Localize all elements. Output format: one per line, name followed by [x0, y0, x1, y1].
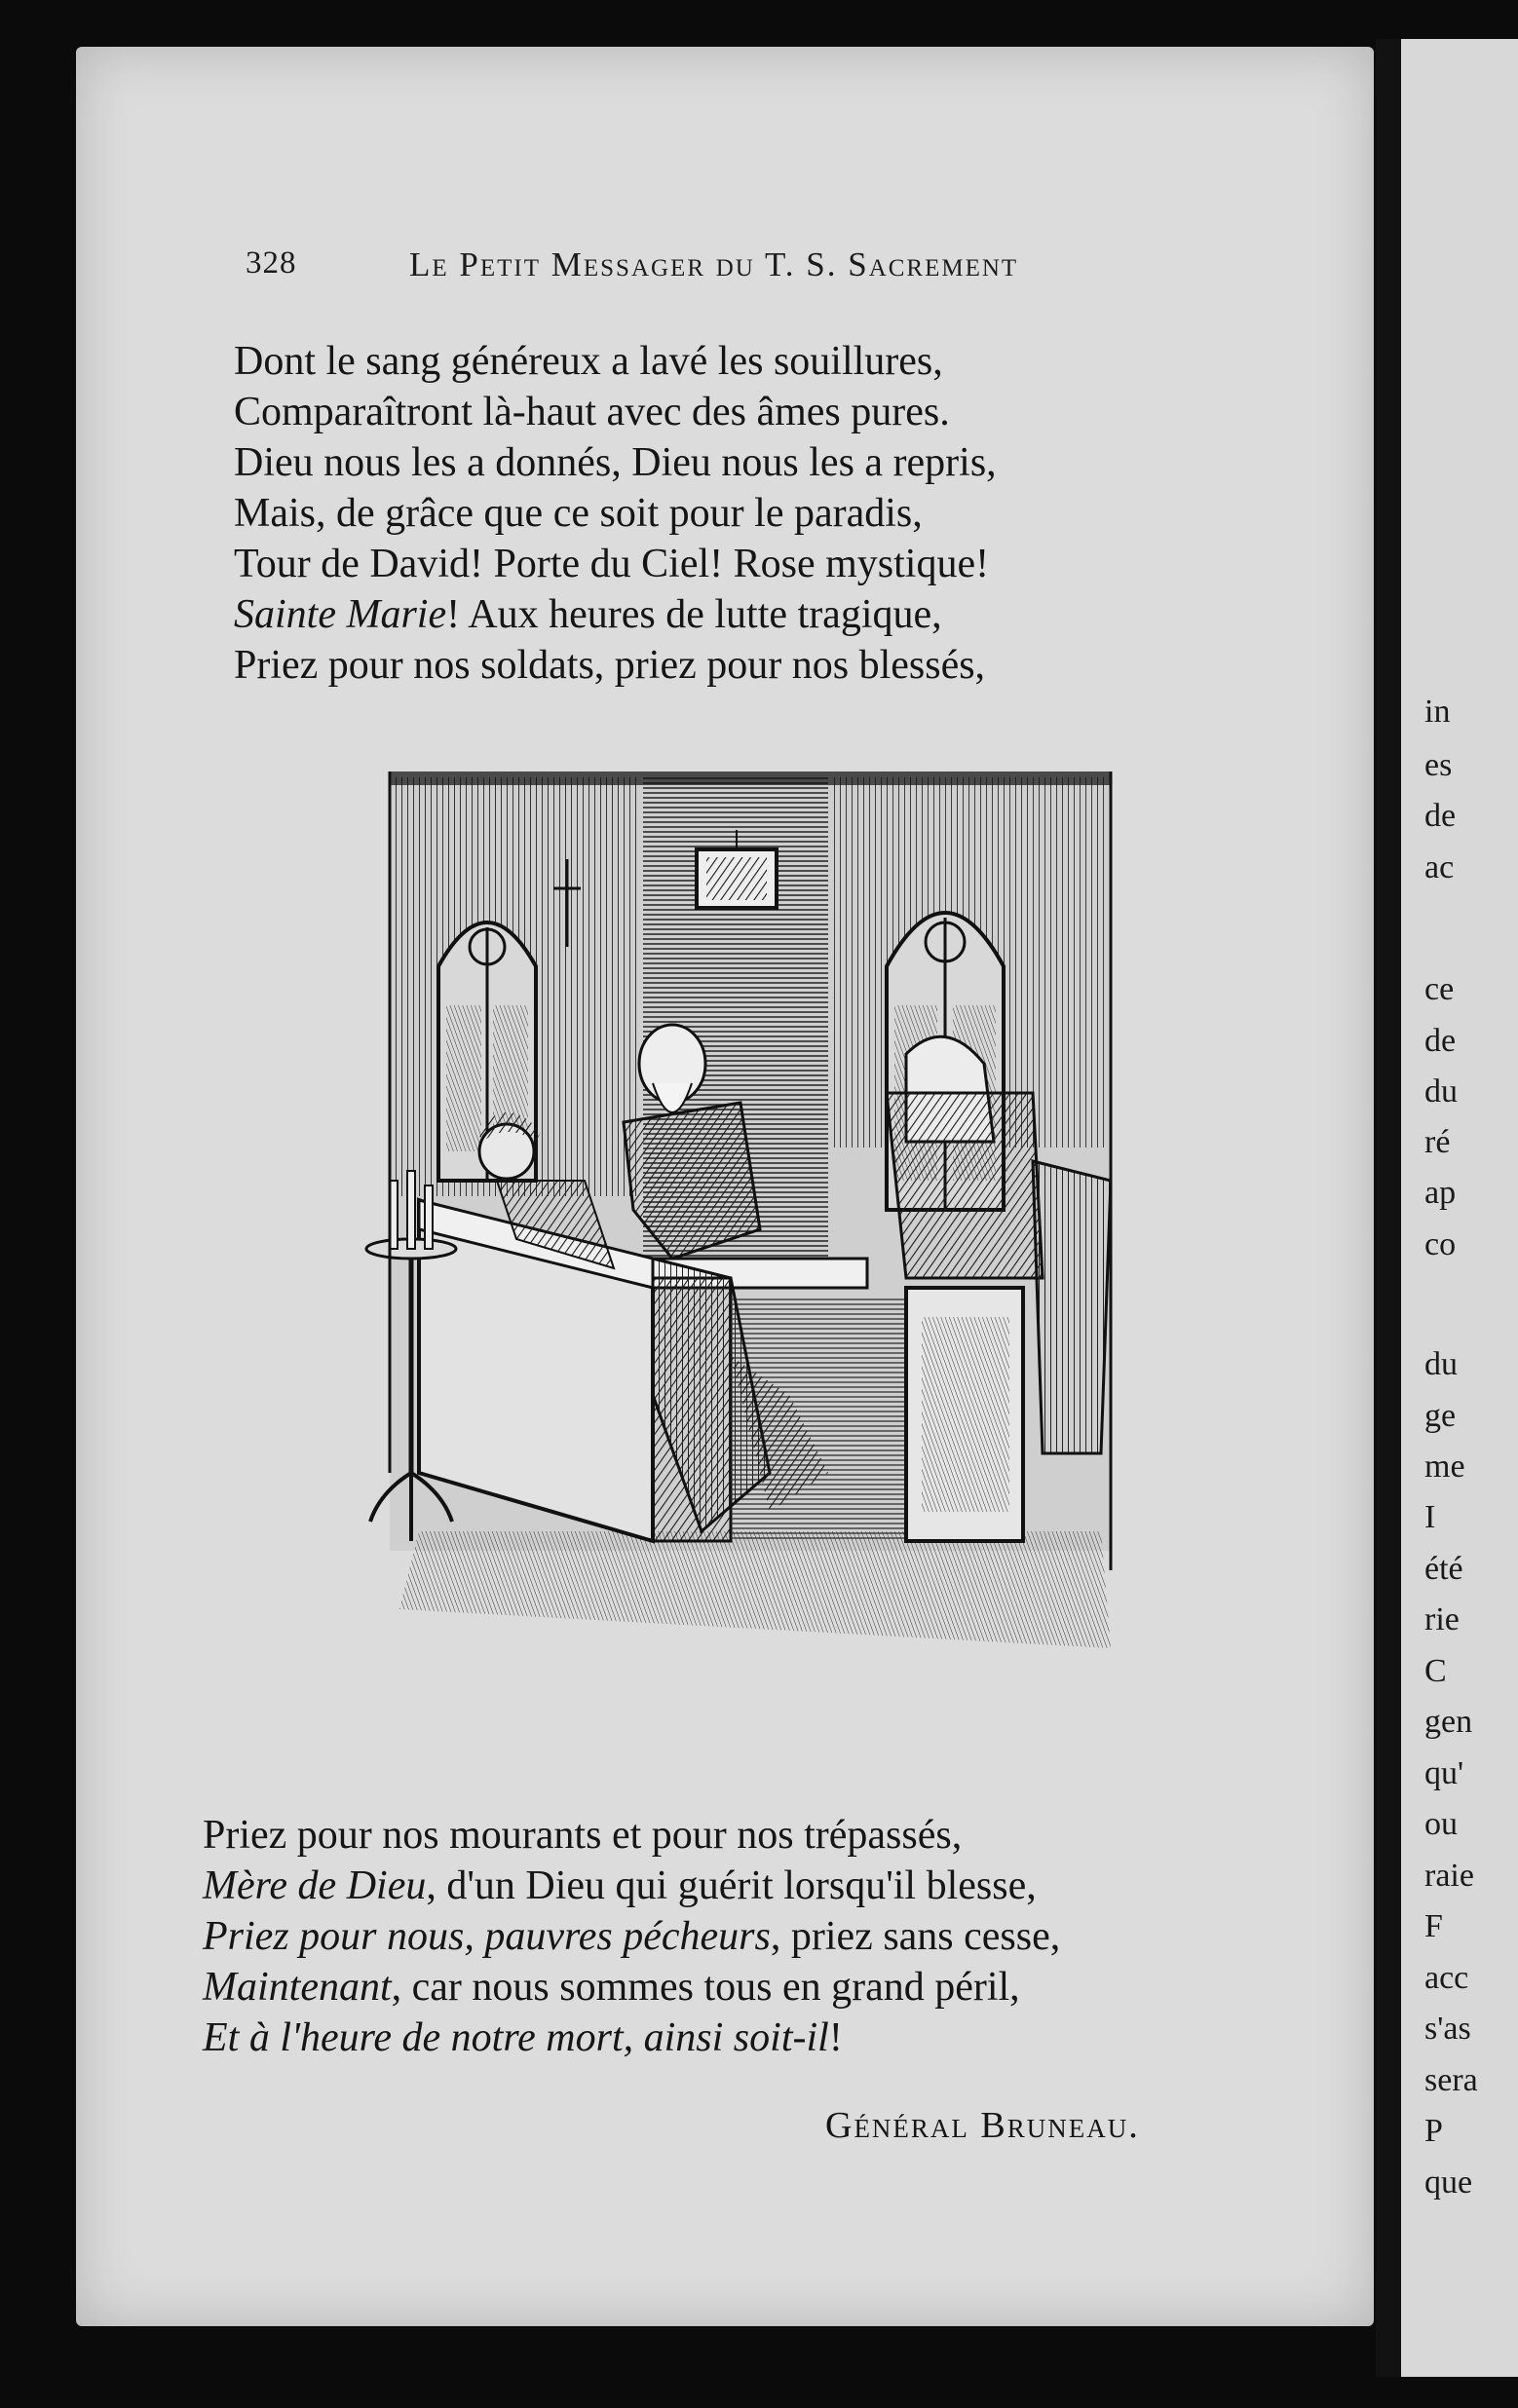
facing-page-fragment: I	[1424, 1499, 1436, 1535]
facing-page-fragment: acc	[1424, 1960, 1469, 1996]
facing-page-fragment: P	[1424, 2113, 1443, 2149]
verse-line	[234, 336, 997, 387]
facing-page-fragment: ac	[1424, 849, 1455, 885]
facing-page-fragment: ge	[1424, 1398, 1457, 1434]
verse-line	[234, 539, 997, 589]
verse-line	[203, 1962, 1060, 2013]
verse-italic-text: Mère de Dieu	[203, 1863, 427, 1908]
verse-text: , car nous sommes tous en grand péril,	[391, 1965, 1020, 2010]
facing-page-fragment: ré	[1424, 1124, 1451, 1160]
facing-page-fragment: ap	[1424, 1175, 1457, 1211]
verse-line	[234, 589, 997, 640]
verse-line	[203, 1911, 1060, 1962]
facing-page-fragment: ou	[1424, 1806, 1458, 1842]
verse-text: !	[828, 2015, 843, 2060]
facing-page-fragment: raie	[1424, 1858, 1474, 1894]
running-header	[244, 245, 1179, 294]
facing-page-fragment: de	[1424, 1023, 1457, 1059]
verse-text: Mais, de grâce que ce soit pour le paradis,	[234, 491, 923, 536]
verse-text: Priez pour nos soldats, priez pour nos blessés,	[234, 643, 986, 688]
verse-top	[234, 336, 997, 691]
facing-page-fragment: rie	[1424, 1601, 1460, 1637]
verse-line	[203, 1810, 1060, 1861]
facing-page-fragment: ce	[1424, 971, 1455, 1007]
facing-page-fragment: qu'	[1424, 1755, 1464, 1791]
verse-italic-text: Et à l'heure de notre mort, ainsi soit-il	[203, 2015, 829, 2060]
verse-text: Dieu nous les a donnés, Dieu nous les a repris,	[234, 440, 997, 485]
facing-page-fragment: C	[1424, 1653, 1447, 1689]
facing-page-fragment: es	[1424, 747, 1453, 783]
facing-page-fragment: F	[1424, 1908, 1443, 1944]
facing-page-fragment: du	[1424, 1073, 1458, 1110]
verse-bottom	[203, 1810, 1060, 2063]
page-number: 328	[246, 245, 297, 281]
facing-page-fragment: gen	[1424, 1704, 1473, 1740]
verse-line	[234, 640, 997, 691]
running-title: Le Petit Messager du T. S. Sacrement	[409, 245, 1019, 283]
facing-page-fragment: co	[1424, 1226, 1457, 1262]
verse-text: Dont le sang généreux a lavé les souillures,	[234, 339, 943, 384]
verse-line	[203, 2013, 1060, 2063]
verse-text: , priez sans cesse,	[770, 1914, 1061, 1959]
verse-italic-text: Maintenant	[203, 1965, 392, 2010]
verse-line	[234, 387, 997, 437]
engraving-illustration	[361, 771, 1140, 1736]
verse-italic-text: Sainte Marie	[234, 592, 447, 637]
facing-page-fragment: de	[1424, 798, 1457, 834]
verse-italic-text: Priez pour nous, pauvres pécheurs	[203, 1914, 771, 1959]
verse-text: Priez pour nos mourants et pour nos trépassés,	[203, 1813, 963, 1858]
facing-page-fragment: me	[1424, 1449, 1465, 1485]
verse-text: , d'un Dieu qui guérit lorsqu'il blesse,	[426, 1863, 1037, 1908]
verse-line	[203, 1861, 1060, 1911]
facing-page-fragment: été	[1424, 1551, 1463, 1587]
author-signature: Général Bruneau.	[825, 2105, 1140, 2146]
facing-page-fragment: s'as	[1424, 2011, 1471, 2047]
verse-line	[234, 488, 997, 539]
facing-page-fragment: que	[1424, 2164, 1473, 2201]
facing-page-fragment: sera	[1424, 2062, 1478, 2098]
verse-text: ! Aux heures de lutte tragique,	[446, 592, 942, 637]
verse-text: Tour de David! Porte du Ciel! Rose mystique!	[234, 542, 990, 586]
verse-line	[234, 437, 997, 488]
facing-page-fragment: du	[1424, 1346, 1458, 1382]
facing-page-fragment: in	[1424, 694, 1451, 730]
verse-text: Comparaîtront là-haut avec des âmes pures.	[234, 390, 950, 434]
